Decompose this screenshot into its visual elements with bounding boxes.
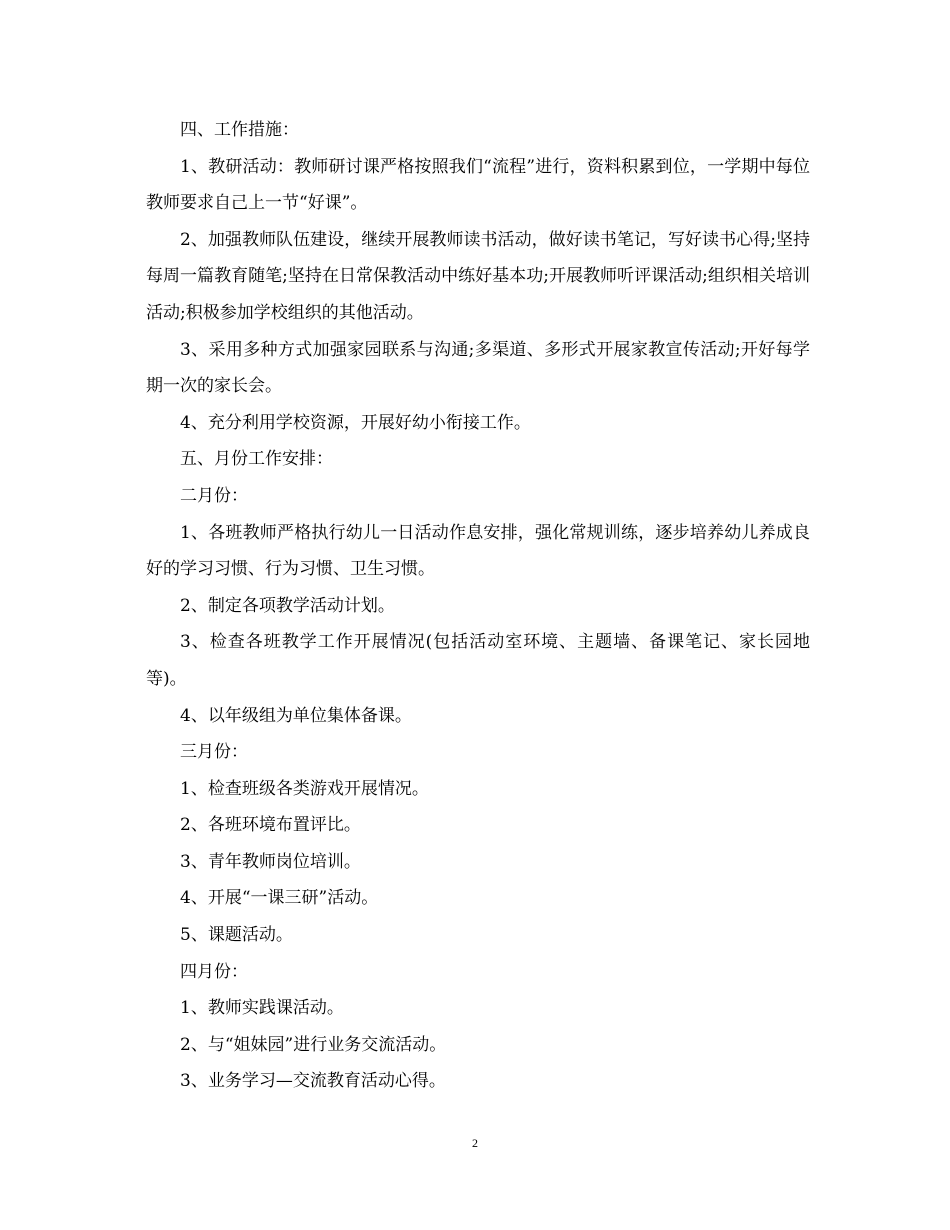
paragraph: 4、以年级组为单位集体备课。: [180, 705, 412, 726]
section-heading-measures: 四、工作措施：: [180, 120, 299, 140]
month-heading-april: 四月份：: [180, 961, 248, 982]
paragraph: 3、采用多种方式加强家园联系与沟通;多渠道、多形式开展家教宣传活动;开好每学期一次的家长会。: [146, 339, 810, 397]
document-body: [146, 112, 810, 1100]
page-number: 2: [472, 1136, 478, 1150]
section-heading-monthly-plan: 五、月份工作安排：: [180, 449, 333, 470]
paragraph: 3、业务学习—交流教育活动心得。: [180, 1071, 446, 1092]
month-heading-march: 三月份：: [180, 742, 248, 763]
paragraph: 2、制定各项教学活动计划。: [180, 595, 395, 616]
paragraph: 1、教师实践课活动。: [180, 998, 344, 1019]
paragraph: 2、加强教师队伍建设，继续开展教师读书活动，做好读书笔记，写好读书心得;坚持每周一篇教育随笔;坚持在日常保教活动中练好基本功;开展教师听评课活动;组织相关培训活动;积极参加学校组织的其他活动。: [146, 229, 810, 323]
paragraph: 5、课题活动。: [180, 925, 293, 946]
paragraph: 2、各班环境布置评比。: [180, 815, 361, 836]
paragraph: 4、开展“一课三研”活动。: [180, 888, 379, 909]
paragraph: 4、充分利用学校资源，开展好幼小衔接工作。: [180, 412, 531, 433]
paragraph: 3、检查各班教学工作开展情况(包括活动室环境、主题墙、备课笔记、家长园地等)。: [146, 632, 810, 689]
paragraph: 2、与“姐妹园”进行业务交流活动。: [180, 1034, 447, 1055]
paragraph: 3、青年教师岗位培训。: [180, 851, 361, 872]
month-heading-february: 二月份：: [180, 485, 248, 506]
paragraph: 1、各班教师严格执行幼儿一日活动作息安排，强化常规训练，逐步培养幼儿养成良好的学习习惯、行为习惯、卫生习惯。: [146, 522, 810, 580]
paragraph: 1、检查班级各类游戏开展情况。: [180, 778, 429, 799]
paragraph: 1、教研活动：教师研讨课严格按照我们“流程”进行，资料积累到位，一学期中每位教师要求自己上一节“好课”。: [146, 156, 810, 214]
